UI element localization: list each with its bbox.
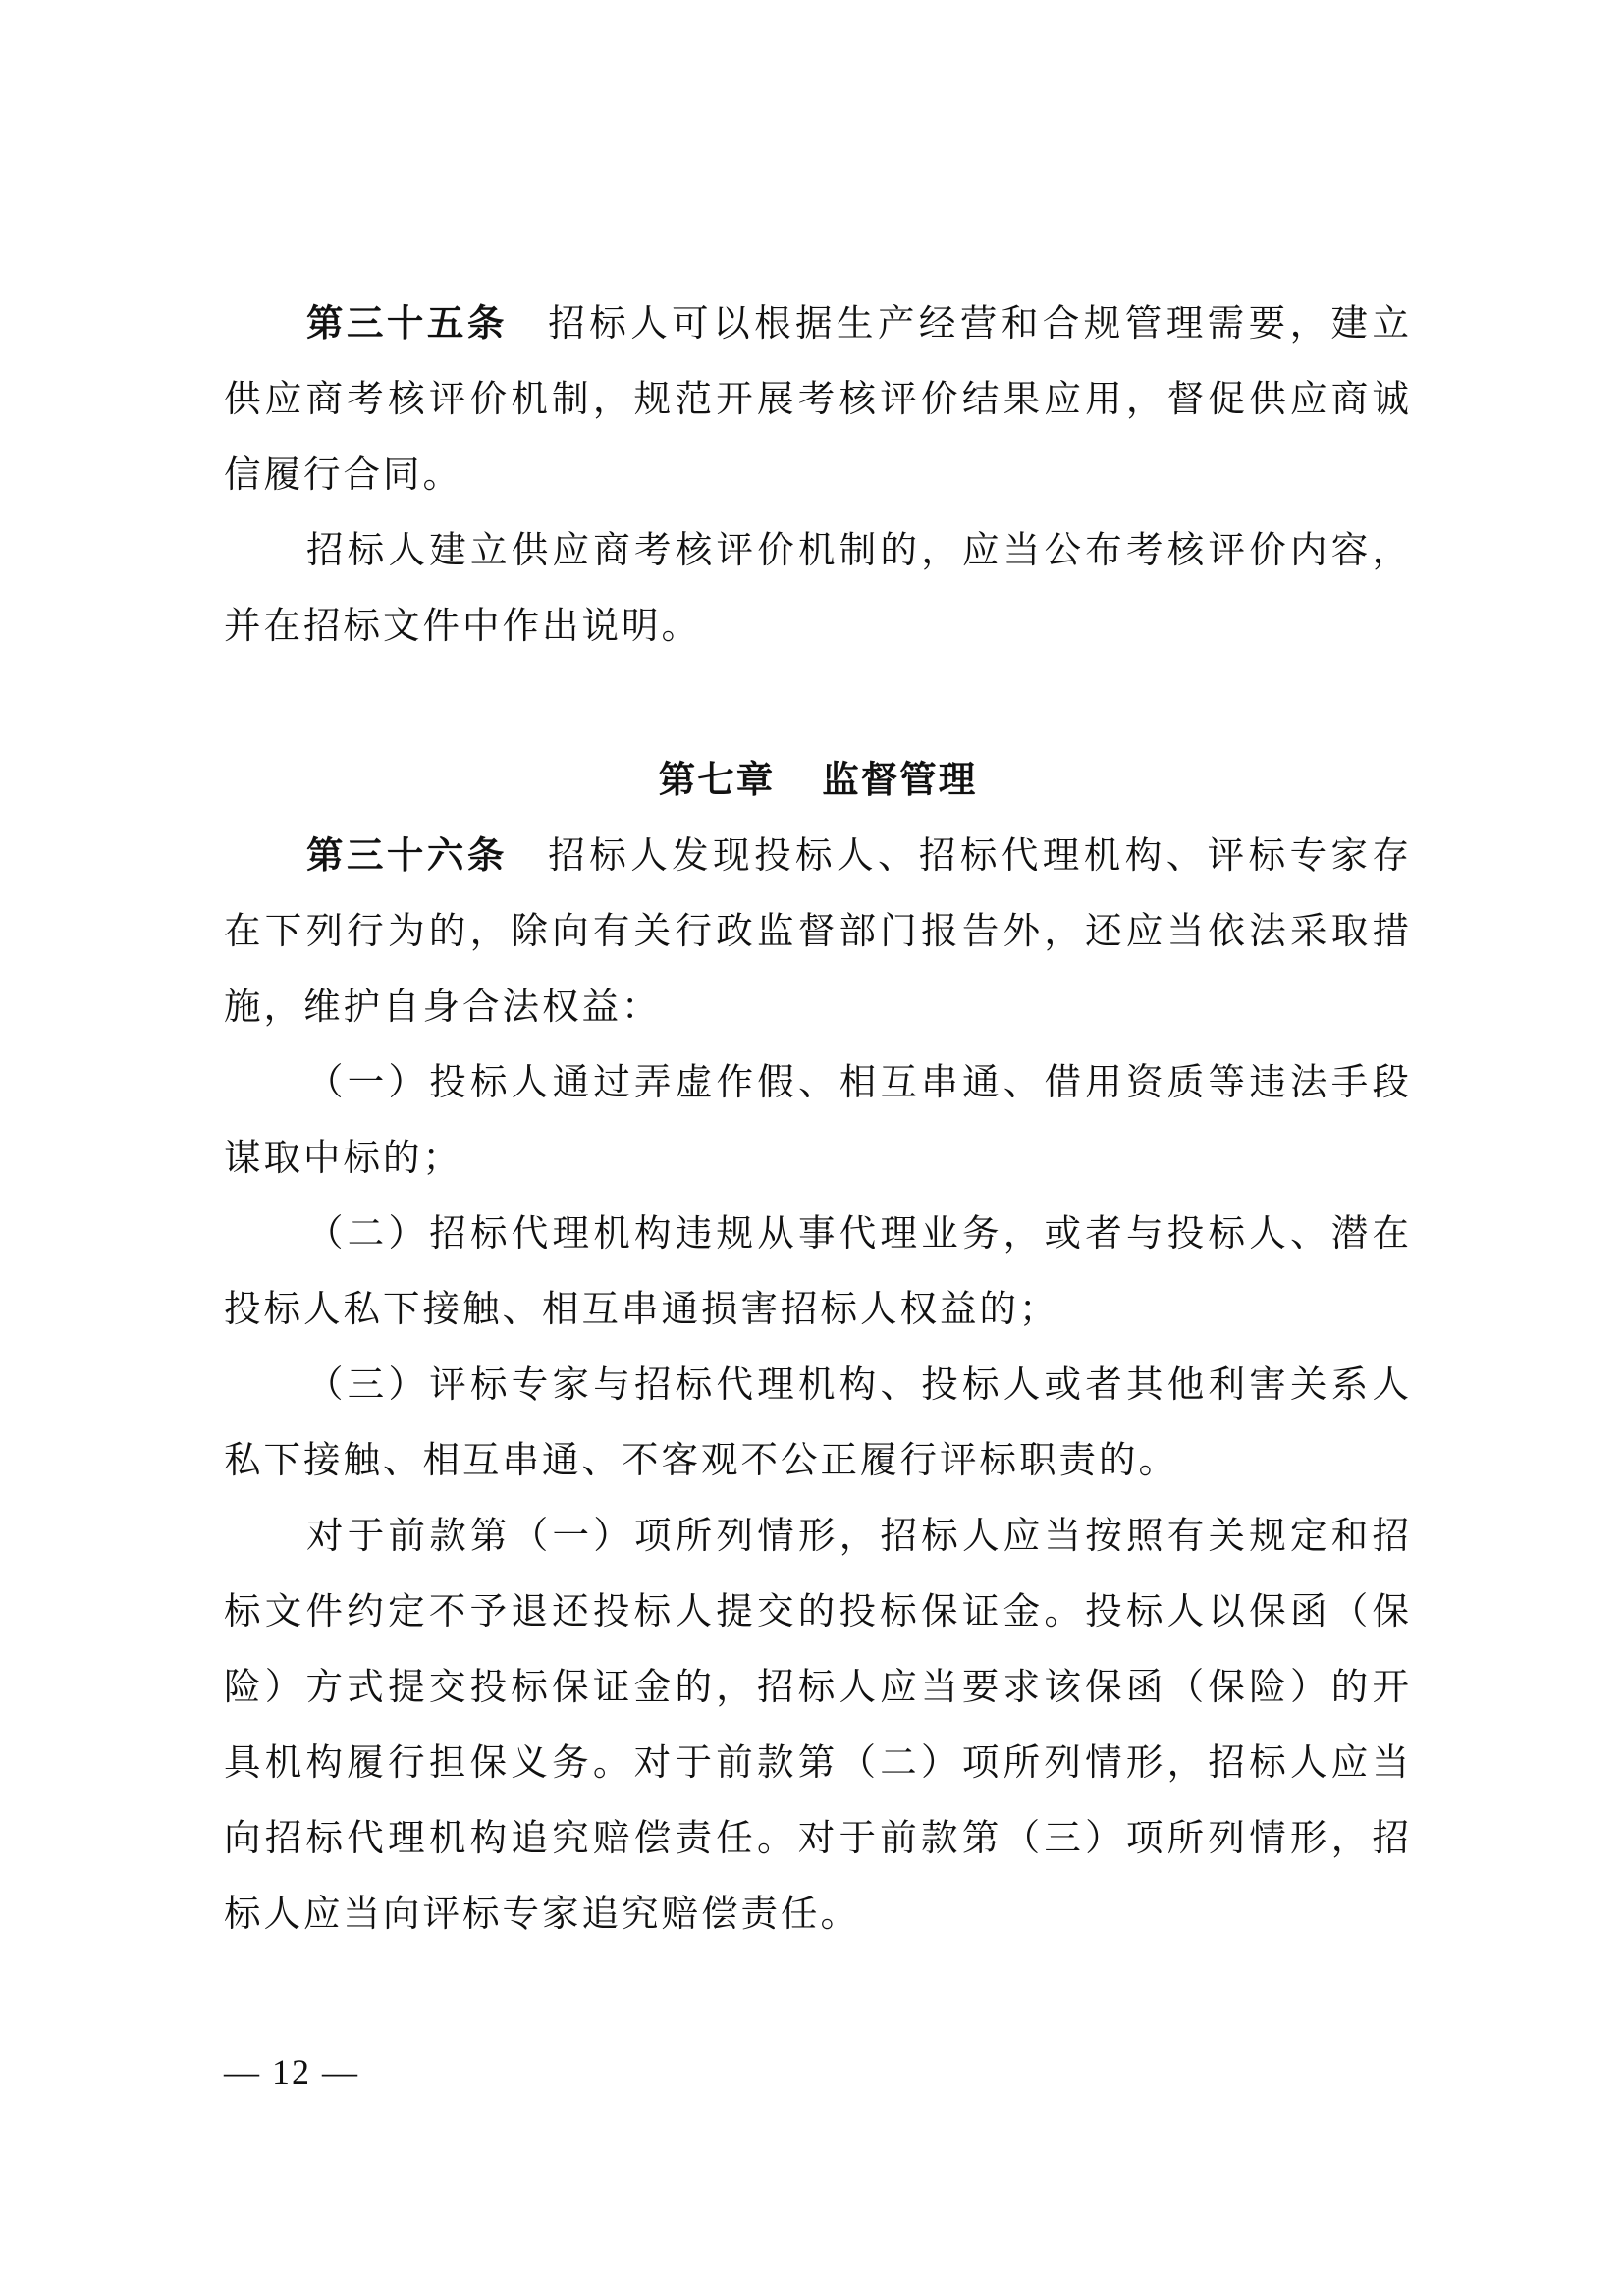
- article-35-clause-2: [224, 512, 1412, 664]
- page-number: — 12 —: [224, 2053, 359, 2092]
- article-36-clause-2: [224, 1498, 1412, 1951]
- chapter-title: 监督管理: [822, 758, 978, 801]
- article-35: [224, 286, 1412, 512]
- paragraph-text: （一）投标人通过弄虚作假、相互串通、借用资质等违法手段谋取中标的；: [224, 1060, 1412, 1179]
- document-body: [224, 286, 1412, 1951]
- article-36-item-3: [224, 1347, 1412, 1498]
- chapter-number: 第七章: [658, 758, 776, 801]
- article-text: 招标人可以根据生产经营和合规管理需要，建立供应商考核评价机制，规范开展考核评价结果应用，督促供应商诚信履行合同。: [224, 301, 1413, 496]
- chapter-heading: [224, 742, 1412, 818]
- paragraph-text: 对于前款第（一）项所列情形，招标人应当按照有关规定和招标文件约定不予退还投标人提交的投标保证金。投标人以保函（保险）方式提交投标保证金的，招标人应当要求该保函（保险）的开具机构履行担保义务。对于前款第（二）项所列情形，招标人应当向招标代理机构追究赔偿责任。对于前款第（三）项所列情形，招标人应当向评标专家追究赔偿责任。: [224, 1514, 1412, 1935]
- article-text: 招标人发现投标人、招标代理机构、评标专家存在下列行为的，除向有关行政监督部门报告外，还应当依法采取措施，维护自身合法权益：: [224, 833, 1413, 1028]
- article-number: 第三十五条: [306, 301, 508, 345]
- article-36-item-2: [224, 1196, 1412, 1347]
- paragraph-text: 招标人建立供应商考核评价机制的，应当公布考核评价内容，并在招标文件中作出说明。: [224, 528, 1412, 647]
- article-36-item-1: [224, 1044, 1412, 1196]
- article-36: [224, 818, 1412, 1044]
- paragraph-text: （二）招标代理机构违规从事代理业务，或者与投标人、潜在投标人私下接触、相互串通损害招标人权益的；: [224, 1211, 1412, 1330]
- article-number: 第三十六条: [306, 833, 508, 877]
- paragraph-text: （三）评标专家与招标代理机构、投标人或者其他利害关系人私下接触、相互串通、不客观不公正履行评标职责的。: [224, 1362, 1412, 1481]
